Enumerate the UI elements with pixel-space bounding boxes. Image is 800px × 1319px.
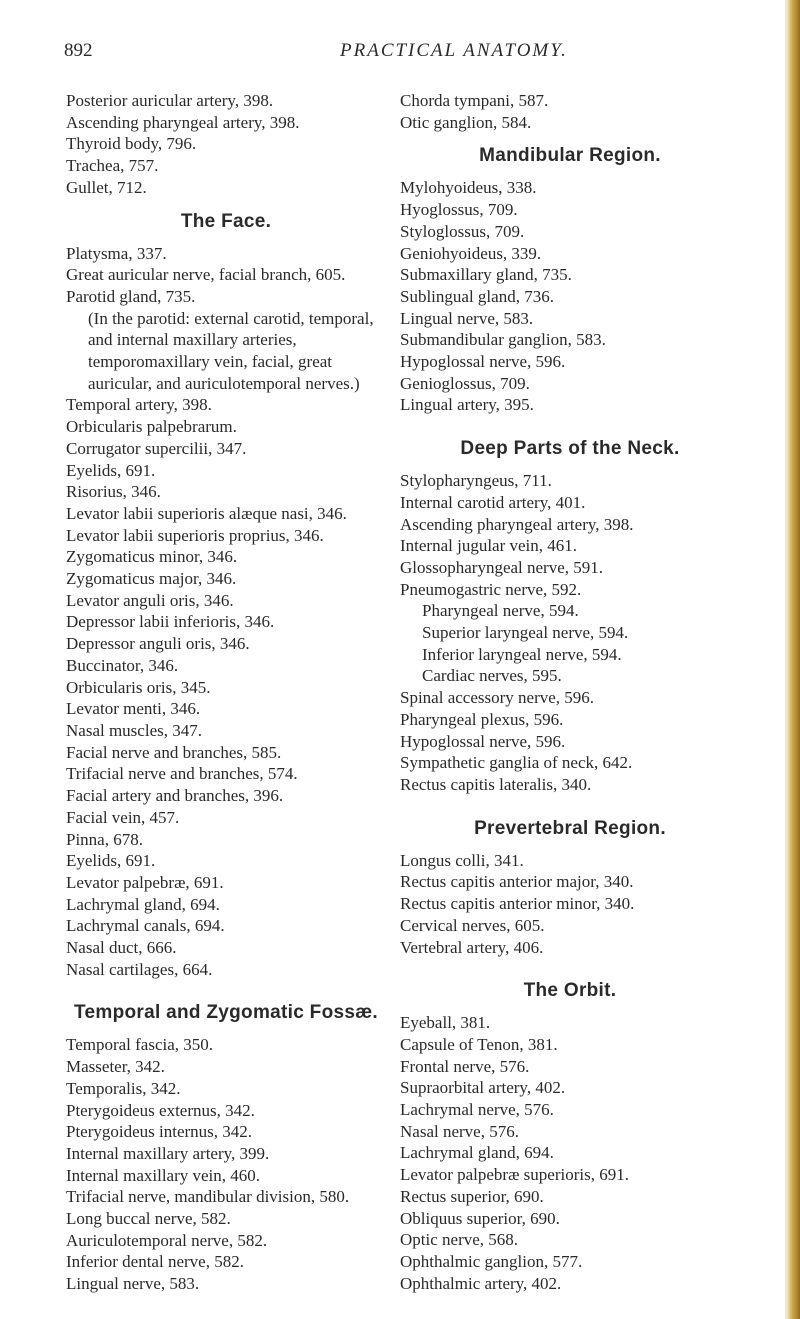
index-entry: Trifacial nerve, mandibular division, 580.: [66, 1187, 350, 1207]
index-entry: Orbicularis oris, 345.: [66, 677, 211, 697]
deep-list: [400, 470, 740, 600]
index-entry: Depressor labii inferioris, 346.: [66, 612, 275, 632]
deep-list-continued: [400, 687, 740, 796]
index-entry: Levator labii superioris alæque nasi, 346.: [66, 503, 347, 523]
index-entry: Trifacial nerve and branches, 574.: [66, 764, 298, 784]
mandibular-list: [400, 177, 740, 416]
index-entry: Internal carotid artery, 401.: [400, 492, 586, 512]
index-entry: Masseter, 342.: [66, 1057, 165, 1077]
index-entry: Temporal artery, 398.: [66, 395, 212, 415]
index-entry: Lingual nerve, 583.: [66, 1274, 200, 1294]
index-entry: Rectus capitis anterior minor, 340.: [400, 894, 635, 914]
index-entry: Ascending pharyngeal artery, 398.: [400, 514, 634, 534]
index-entry: Eyelids, 691.: [66, 851, 156, 871]
index-entry: Temporal fascia, 350.: [66, 1035, 214, 1055]
index-entry: Levator palpebræ, 691.: [66, 872, 224, 892]
index-entry: Superior laryngeal nerve, 594.: [422, 623, 629, 643]
index-entry: Pharyngeal plexus, 596.: [400, 709, 564, 729]
index-entry: Geniohyoideus, 339.: [400, 243, 542, 263]
index-entry: Inferior laryngeal nerve, 594.: [422, 644, 622, 664]
index-entry: Levator palpebræ superioris, 691.: [400, 1165, 629, 1185]
index-entry: Zygomaticus major, 346.: [66, 569, 237, 589]
index-entry: Gullet, 712.: [66, 177, 147, 197]
page-header: [0, 40, 800, 70]
index-entry: Rectus superior, 690.: [400, 1186, 544, 1206]
right-column: [400, 90, 740, 1294]
face-list-continued: [66, 394, 386, 980]
index-entry: Sublingual gland, 736.: [400, 286, 554, 306]
index-entry: Nasal duct, 666.: [66, 938, 177, 958]
index-entry: Capsule of Tenon, 381.: [400, 1034, 558, 1054]
index-entry: Lachrymal gland, 694.: [400, 1143, 554, 1163]
index-entry: Stylopharyngeus, 711.: [400, 471, 552, 491]
index-entry: Eyeball, 381.: [400, 1013, 491, 1033]
left-column: [66, 90, 386, 1295]
index-entry: Parotid gland, 735.: [66, 286, 196, 306]
index-entry: Trachea, 757.: [66, 156, 159, 176]
index-entry: Eyelids, 691.: [66, 460, 156, 480]
index-entry: Posterior auricular artery, 398.: [66, 91, 274, 110]
index-entry: Hypoglossal nerve, 596.: [400, 731, 566, 751]
index-entry: Long buccal nerve, 582.: [66, 1209, 231, 1229]
index-entry: Pterygoideus externus, 342.: [66, 1100, 255, 1120]
face-list: [66, 243, 386, 308]
index-entry: Longus colli, 341.: [400, 850, 524, 870]
index-entry: Nasal muscles, 347.: [66, 720, 202, 740]
index-entry: Obliquus superior, 690.: [400, 1208, 560, 1228]
index-entry: Levator labii superioris proprius, 346.: [66, 525, 324, 545]
index-entry: Spinal accessory nerve, 596.: [400, 688, 595, 708]
index-entry: Temporalis, 342.: [66, 1078, 181, 1098]
heading-the-orbit: The Orbit.: [523, 980, 617, 1002]
page-edge: [788, 0, 800, 1319]
index-entry: Risorius, 346.: [66, 482, 161, 502]
index-entry: Facial vein, 457.: [66, 807, 180, 827]
index-entry: Levator anguli oris, 346.: [66, 590, 234, 610]
index-entry: Nasal nerve, 576.: [400, 1121, 519, 1141]
index-entry: Facial artery and branches, 396.: [66, 786, 284, 806]
index-entry: Chorda tympani, 587.: [400, 91, 549, 110]
index-entry: Lingual artery, 395.: [400, 395, 534, 415]
index-entry: Great auricular nerve, facial branch, 605.: [66, 265, 346, 285]
index-entry: Facial nerve and branches, 585.: [66, 742, 282, 762]
index-entry: Submaxillary gland, 735.: [400, 265, 572, 285]
heading-mandibular-region: Mandibular Region.: [479, 145, 661, 167]
temporal-list: [66, 1034, 386, 1294]
index-entry: Lachrymal nerve, 576.: [400, 1100, 554, 1120]
heading-the-face: The Face.: [180, 210, 272, 232]
index-entry: Styloglossus, 709.: [400, 221, 525, 241]
deep-sub-list: [400, 600, 740, 687]
index-entry: Buccinator, 346.: [66, 655, 179, 675]
intro-list-right: [400, 90, 740, 133]
intro-list: [66, 90, 386, 199]
index-entry: Rectus capitis lateralis, 340.: [400, 774, 592, 794]
index-entry: Cervical nerves, 605.: [400, 915, 545, 935]
index-entry: Inferior dental nerve, 582.: [66, 1252, 244, 1272]
index-entry: Pinna, 678.: [66, 829, 143, 849]
index-entry: Auriculotemporal nerve, 582.: [66, 1230, 268, 1250]
orbit-list: [400, 1012, 740, 1294]
index-entry: Pharyngeal nerve, 594.: [422, 601, 579, 621]
index-entry: Otic ganglion, 584.: [400, 112, 532, 132]
index-entry: Vertebral artery, 406.: [400, 937, 544, 957]
index-entry: Lachrymal gland, 694.: [66, 894, 220, 914]
index-entry: Corrugator supercilii, 347.: [66, 438, 247, 458]
index-entry: Rectus capitis anterior major, 340.: [400, 872, 634, 892]
heading-deep-parts-neck: Deep Parts of the Neck.: [460, 438, 680, 460]
index-entry: Genioglossus, 709.: [400, 373, 530, 393]
index-entry: Mylohyoideus, 338.: [400, 178, 537, 198]
index-entry: Zygomaticus minor, 346.: [66, 547, 238, 567]
parotid-note: (In the parotid: external carotid, temporal, and internal maxillary arteries, temporomaxillary vein, facial, great auricular, and auriculotemporal nerves.): [88, 308, 374, 393]
index-entry: Platysma, 337.: [66, 243, 167, 263]
running-title: PRACTICAL ANATOMY.: [340, 40, 568, 61]
index-entry: Depressor anguli oris, 346.: [66, 634, 250, 654]
heading-temporal-fossae: Temporal and Zygomatic Fossæ.: [74, 1002, 378, 1024]
index-entry: Orbicularis palpebrarum.: [66, 417, 237, 437]
index-entry: Internal jugular vein, 461.: [400, 536, 578, 556]
index-entry: Submandibular ganglion, 583.: [400, 330, 606, 350]
index-entry: Supraorbital artery, 402.: [400, 1078, 566, 1098]
index-entry: Pterygoideus internus, 342.: [66, 1122, 253, 1142]
index-entry: Lachrymal canals, 694.: [66, 916, 225, 936]
index-entry: Ophthalmic artery, 402.: [400, 1273, 562, 1293]
index-entry: Nasal cartilages, 664.: [66, 959, 213, 979]
index-entry: Ophthalmic ganglion, 577.: [400, 1251, 583, 1271]
index-entry: Internal maxillary artery, 399.: [66, 1143, 270, 1163]
index-entry: Internal maxillary vein, 460.: [66, 1165, 261, 1185]
index-entry: Cardiac nerves, 595.: [422, 666, 562, 686]
index-entry: Ascending pharyngeal artery, 398.: [66, 112, 300, 132]
heading-prevertebral-region: Prevertebral Region.: [474, 817, 666, 839]
index-entry: Hypoglossal nerve, 596.: [400, 352, 566, 372]
index-entry: Lingual nerve, 583.: [400, 308, 534, 328]
index-entry: Levator menti, 346.: [66, 699, 201, 719]
index-entry: Thyroid body, 796.: [66, 134, 197, 154]
index-entry: Hyoglossus, 709.: [400, 200, 518, 220]
index-entry: Glossopharyngeal nerve, 591.: [400, 557, 604, 577]
index-entry: Frontal nerve, 576.: [400, 1056, 530, 1076]
index-entry: Optic nerve, 568.: [400, 1230, 519, 1250]
page-number: 892: [64, 40, 93, 61]
prevertebral-list: [400, 850, 740, 959]
index-entry: Pneumogastric nerve, 592.: [400, 579, 582, 599]
index-entry: Sympathetic ganglia of neck, 642.: [400, 753, 633, 773]
